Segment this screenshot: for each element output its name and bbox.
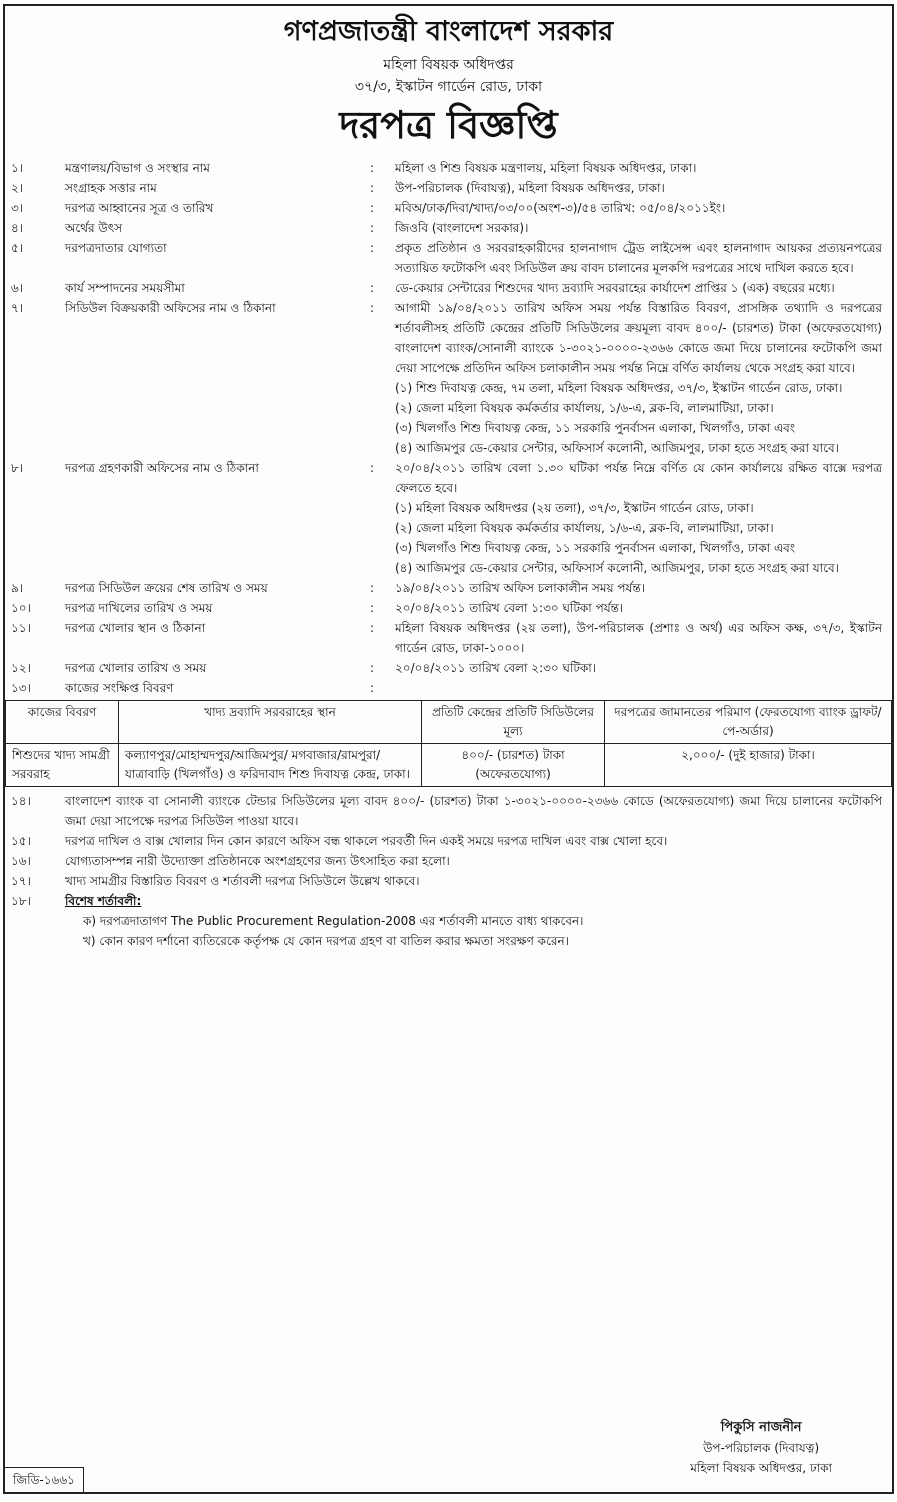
- item-value: যোগ্যতাসম্পন্ন নারী উদ্যোক্তা প্রতিষ্ঠানকে অংশগ্রহণের জন্য উৎসাহিত করা হলো।: [65, 854, 450, 868]
- item-value: ২০/০৪/২০১১ তারিখ বেলা ২:৩০ ঘটিকা।: [395, 661, 597, 675]
- item-colon: :: [370, 661, 375, 675]
- item-value: ২০/০৪/২০১১ তারিখ বেলা ১:৩০ ঘটিকা পর্যন্ত।: [395, 601, 624, 615]
- schedule-office: (১) শিশু দিবাযত্ন কেন্দ্র, ৭ম তলা, মহিলা বিষয়ক অধিদপ্তর, ৩৭/৩, ইস্কাটন গার্ডেন রোড, ঢাকা।: [395, 381, 843, 395]
- item-number: ১৮।: [11, 894, 31, 908]
- items-1-6: [5, 158, 892, 298]
- schedule-office: (৪) আজিমপুর ডে-কেয়ার সেন্টার, অফিসার্স কলোনী, আজিমপুর, ঢাকা হতে সংগ্রহ করা যাবে।: [395, 441, 839, 455]
- notice-title: দরপত্র বিজ্ঞপ্তি: [339, 102, 558, 147]
- item-label: দরপত্রদাতার যোগ্যতা: [65, 241, 167, 255]
- gd-code: জিডি-১৬৬১: [5, 1467, 84, 1492]
- item-number: ৯।: [11, 581, 24, 595]
- item-value: খাদ্য সামগ্রীর বিস্তারিত বিবরণ ও শর্তাবলী দরপত্র সিডিউলে উল্লেখ থাকবে।: [65, 874, 420, 888]
- table-cell: ৪০০/- (চারশত) টাকা (অফেরতযোগ্য): [422, 744, 605, 787]
- item-colon: :: [370, 181, 375, 195]
- special-term: ক) দরপত্রদাতাগণ The Public Procurement Regulation-2008 এর শর্তাবলী মানতে বাধ্য থাকবেন।: [83, 914, 584, 928]
- item-label: দরপত্র গ্রহণকারী অফিসের নাম ও ঠিকানা: [65, 461, 259, 475]
- item-number: ২।: [11, 181, 24, 195]
- item-value: মহিলা বিষয়ক অধিদপ্তর (২য় তলা), উপ-পরিচালক (প্রশাঃ ও অর্থ) এর অফিস কক্ষ, ৩৭/৩, ইস্কাটন গার্ডেন রোড, ঢাকা-১০০০।: [395, 621, 882, 655]
- item-number: ১।: [11, 161, 24, 175]
- table-header: খাদ্য দ্রব্যাদি সরবরাহের স্থান: [119, 701, 422, 744]
- item-number: ১৬।: [11, 854, 31, 868]
- receiving-intro: ২০/০৪/২০১১ তারিখ বেলা ১.৩০ ঘটিকা পর্যন্ত নিম্নে বর্ণিত যে কোন কার্যালয়ে রক্ষিত বাক্সে দরপত্র ফেলতে হবে।: [395, 461, 882, 495]
- receiving-office: (৩) খিলগাঁও শিশু দিবাযত্ন কেন্দ্র, ১১ সরকারি পুনর্বাসন এলাকা, খিলগাঁও, ঢাকা এবং: [395, 541, 795, 555]
- item-row: [5, 678, 892, 698]
- item-label: অর্থের উৎস: [65, 221, 123, 235]
- item-row: [5, 158, 892, 178]
- item-value: মহিলা ও শিশু বিষয়ক মন্ত্রণালয়, মহিলা বিষয়ক অধিদপ্তর, ঢাকা।: [395, 161, 697, 175]
- notice-header: [5, 14, 892, 150]
- item-number: ৩।: [11, 201, 24, 215]
- item-number: ৮।: [11, 461, 24, 475]
- item-row: [5, 658, 892, 678]
- item-number: ৭।: [11, 301, 24, 315]
- item-row: [5, 831, 892, 851]
- table-header: কাজের বিবরণ: [6, 701, 119, 744]
- item-row: [5, 178, 892, 198]
- item-value: ডে-কেয়ার সেন্টারের শিশুদের খাদ্য দ্রব্যাদি সরবরাহের কার্যাদেশ প্রাপ্তির ১ (এক) বছরের মধ্যে।: [395, 281, 835, 295]
- item-row: [5, 598, 892, 618]
- item-row: [5, 851, 892, 871]
- item-colon: :: [370, 241, 375, 255]
- item-row: [5, 198, 892, 218]
- item-row: [5, 578, 892, 598]
- item-value: [395, 298, 892, 458]
- item-number: ১৫।: [11, 834, 31, 848]
- item-value: [65, 891, 892, 951]
- item-colon: :: [370, 281, 375, 295]
- schedule-intro: আগামী ১৯/০৪/২০১১ তারিখ অফিস সময় পর্যন্ত বিস্তারিত বিবরণ, প্রাসঙ্গিক তথ্যাদি ও দরপত্রের শর্তাবলীসহ প্রতিটি কেন্দ্রের প্রতিটি সিডিউলের ক্রয়মূল্য বাবদ ৪০০/- (চারশত) টাকা (অফেরতযোগ্য) বাংলাদেশ ব্যাংক/সোনালী ব্যাংকে ১-৩০২১-০০০০-২৩৬৬ কোডে জমা দিয়ে চালানের ফটোকপি জমা দেয়া সাপেক্ষে প্রতিদিন অফিস চলাকালীন সময় পর্যন্ত নিম্নে বর্ণিত কার্যালয় থেকে সংগ্রহ করা যাবে।: [395, 301, 882, 375]
- table-row: [6, 744, 892, 787]
- item-label: কাজের সংক্ষিপ্ত বিবরণ: [65, 681, 174, 695]
- item-label: দরপত্র খোলার তারিখ ও সময়: [65, 661, 207, 675]
- item-label: দরপত্র আহ্বানের সূত্র ও তারিখ: [65, 201, 214, 215]
- item-colon: :: [370, 221, 375, 235]
- table-cell: কল্যাণপুর/মোহাম্মদপুর/আজিমপুর/ মগবাজার/রামপুরা/যাত্রাবাড়ি (খিলগাঁও) ও ফরিদাবাদ শিশু দিবাযত্ন কেন্দ্র, ঢাকা।: [119, 744, 422, 787]
- item-number: ১৪।: [11, 794, 31, 808]
- signatory-name: পিকুসি নাজনীন: [720, 1420, 802, 1435]
- receiving-office: (৪) আজিমপুর ডে-কেয়ার সেন্টার, অফিসার্স কলোনী, আজিমপুর, ঢাকা হতে সংগ্রহ করা যাবে।: [395, 561, 839, 575]
- item-colon: :: [370, 301, 375, 315]
- item-18: [5, 891, 892, 951]
- item-number: ১৩।: [11, 681, 31, 695]
- item-colon: :: [370, 461, 375, 475]
- government-name: গণপ্রজাতন্ত্রী বাংলাদেশ সরকার: [283, 16, 614, 47]
- item-value: জিওবি (বাংলাদেশ সরকার)।: [395, 221, 529, 235]
- item-colon: :: [370, 201, 375, 215]
- item-number: ৫।: [11, 241, 24, 255]
- item-value: বাংলাদেশ ব্যাংক বা সোনালী ব্যাংকে টেন্ডার সিডিউলের মূল্য বাবদ ৪০০/- (চারশত) টাকা ১-৩০২১-০০০০-২৩৬৬ কোডে (অফেরতযোগ্য) জমা দিয়ে চালানের ফটোকপি জমা দেয়া সাপেক্ষে দরপত্র সিডিউল পাওয়া যাবে।: [65, 794, 882, 828]
- item-label: দরপত্র সিডিউল ক্রয়ের শেষ তারিখ ও সময়: [65, 581, 268, 595]
- items-9-13: [5, 578, 892, 698]
- signatory-office: মহিলা বিষয়ক অধিদপ্তর, ঢাকা: [690, 1461, 832, 1475]
- item-label: সিডিউল বিক্রয়কারী অফিসের নাম ও ঠিকানা: [65, 301, 276, 315]
- item-number: ১০।: [11, 601, 31, 615]
- schedule-office: (৩) খিলগাঁও শিশু দিবাযত্ন কেন্দ্র, ১১ সরকারি পুনর্বাসন এলাকা, খিলগাঁও, ঢাকা এবং: [395, 421, 795, 435]
- item-value: প্রকৃত প্রতিষ্ঠান ও সরবরাহকারীদের হালনাগাদ ট্রেড লাইসেন্স এবং হালনাগাদ আয়কর প্রত্যয়নপত্রের সত্যায়িত ফটোকপি এবং সিডিউল ক্রয় বাবদ চালানের মূলকপি দরপত্রের সাথে দাখিল করতে হবে।: [395, 241, 882, 275]
- item-number: ১২।: [11, 661, 31, 675]
- item-value: [395, 458, 892, 578]
- item-number: ১১।: [11, 621, 31, 635]
- item-row: [5, 791, 892, 831]
- table-header: প্রতিটি কেন্দ্রের প্রতিটি সিডিউলের মূল্য: [422, 701, 605, 744]
- item-row: [5, 238, 892, 278]
- item-number: ৪।: [11, 221, 24, 235]
- schedule-office: (২) জেলা মহিলা বিষয়ক কর্মকর্তার কার্যালয়, ১/৬-এ, ব্লক-বি, লালমাটিয়া, ঢাকা।: [395, 401, 774, 415]
- item-number: ৬।: [11, 281, 24, 295]
- item-8: [5, 458, 892, 578]
- special-terms-heading: বিশেষ শর্তাবলী:: [65, 894, 142, 908]
- item-value: ১৯/০৪/২০১১ তারিখ অফিস চলাকালীন সময় পর্যন্ত।: [395, 581, 646, 595]
- item-label: মন্ত্রণালয়/বিভাগ ও সংস্থার নাম: [65, 161, 210, 175]
- table-header: দরপত্রের জামানতের পরিমাণ (ফেরতযোগ্য ব্যাংক ড্রাফট/পে-অর্ডার): [605, 701, 892, 744]
- item-colon: :: [370, 621, 375, 635]
- item-label: দরপত্র খোলার স্থান ও ঠিকানা: [65, 621, 206, 635]
- item-colon: :: [370, 161, 375, 175]
- receiving-office: (২) জেলা মহিলা বিষয়ক কর্মকর্তার কার্যালয়, ১/৬-এ, ব্লক-বি, লালমাটিয়া, ঢাকা।: [395, 521, 774, 535]
- item-label: দরপত্র দাখিলের তারিখ ও সময়: [65, 601, 213, 615]
- item-label: কার্য সম্পাদনের সময়সীমা: [65, 281, 185, 295]
- item-value: মবিঅ/ঢাক/দিবা/খাদ্য/০৩/০০(অংশ-৩)/৫৪ তারিখ: ০৫/০৪/২০১১ইং।: [395, 201, 726, 215]
- item-row: [5, 871, 892, 891]
- table-header-row: [6, 701, 892, 744]
- items-14-17: [5, 791, 892, 891]
- item-value: উপ-পরিচালক (দিবাযত্ন), মহিলা বিষয়ক অধিদপ্তর, ঢাকা।: [395, 181, 665, 195]
- receiving-office: (১) মহিলা বিষয়ক অধিদপ্তর (২য় তলা), ৩৭/৩, ইস্কাটন গার্ডেন রোড, ঢাকা।: [395, 501, 754, 515]
- work-table: [5, 700, 892, 787]
- item-colon: :: [370, 601, 375, 615]
- item-row: [5, 218, 892, 238]
- signature-block: [690, 1418, 832, 1478]
- signatory-designation: উপ-পরিচালক (দিবাযত্ন): [703, 1441, 820, 1455]
- item-value: দরপত্র দাখিল ও বাক্স খোলার দিন কোন কারণে অফিস বন্ধ থাকলে পরবর্তী দিন একই সময়ে দরপত্র দাখিল এবং বাক্স খোলা হবে।: [65, 834, 668, 848]
- item-label: সংগ্রাহক সত্তার নাম: [65, 181, 157, 195]
- item-colon: :: [370, 581, 375, 595]
- tender-notice: [3, 4, 894, 1494]
- item-row: [5, 278, 892, 298]
- item-row: [5, 618, 892, 658]
- item-colon: :: [370, 681, 375, 695]
- table-cell: ২,০০০/- (দুই হাজার) টাকা।: [605, 744, 892, 787]
- item-number: ১৭।: [11, 874, 31, 888]
- department-address: ৩৭/৩, ইস্কাটন গার্ডেন রোড, ঢাকা: [354, 79, 543, 95]
- department-name: মহিলা বিষয়ক অধিদপ্তর: [383, 57, 514, 73]
- table-cell: শিশুদের খাদ্য সামগ্রী সরবরাহ: [6, 744, 119, 787]
- special-term: খ) কোন কারণ দর্শানো ব্যতিরেকে কর্তৃপক্ষ যে কোন দরপত্র গ্রহণ বা বাতিল করার ক্ষমতা সংরক্ষণ করেন।: [83, 934, 569, 948]
- item-7: [5, 298, 892, 458]
